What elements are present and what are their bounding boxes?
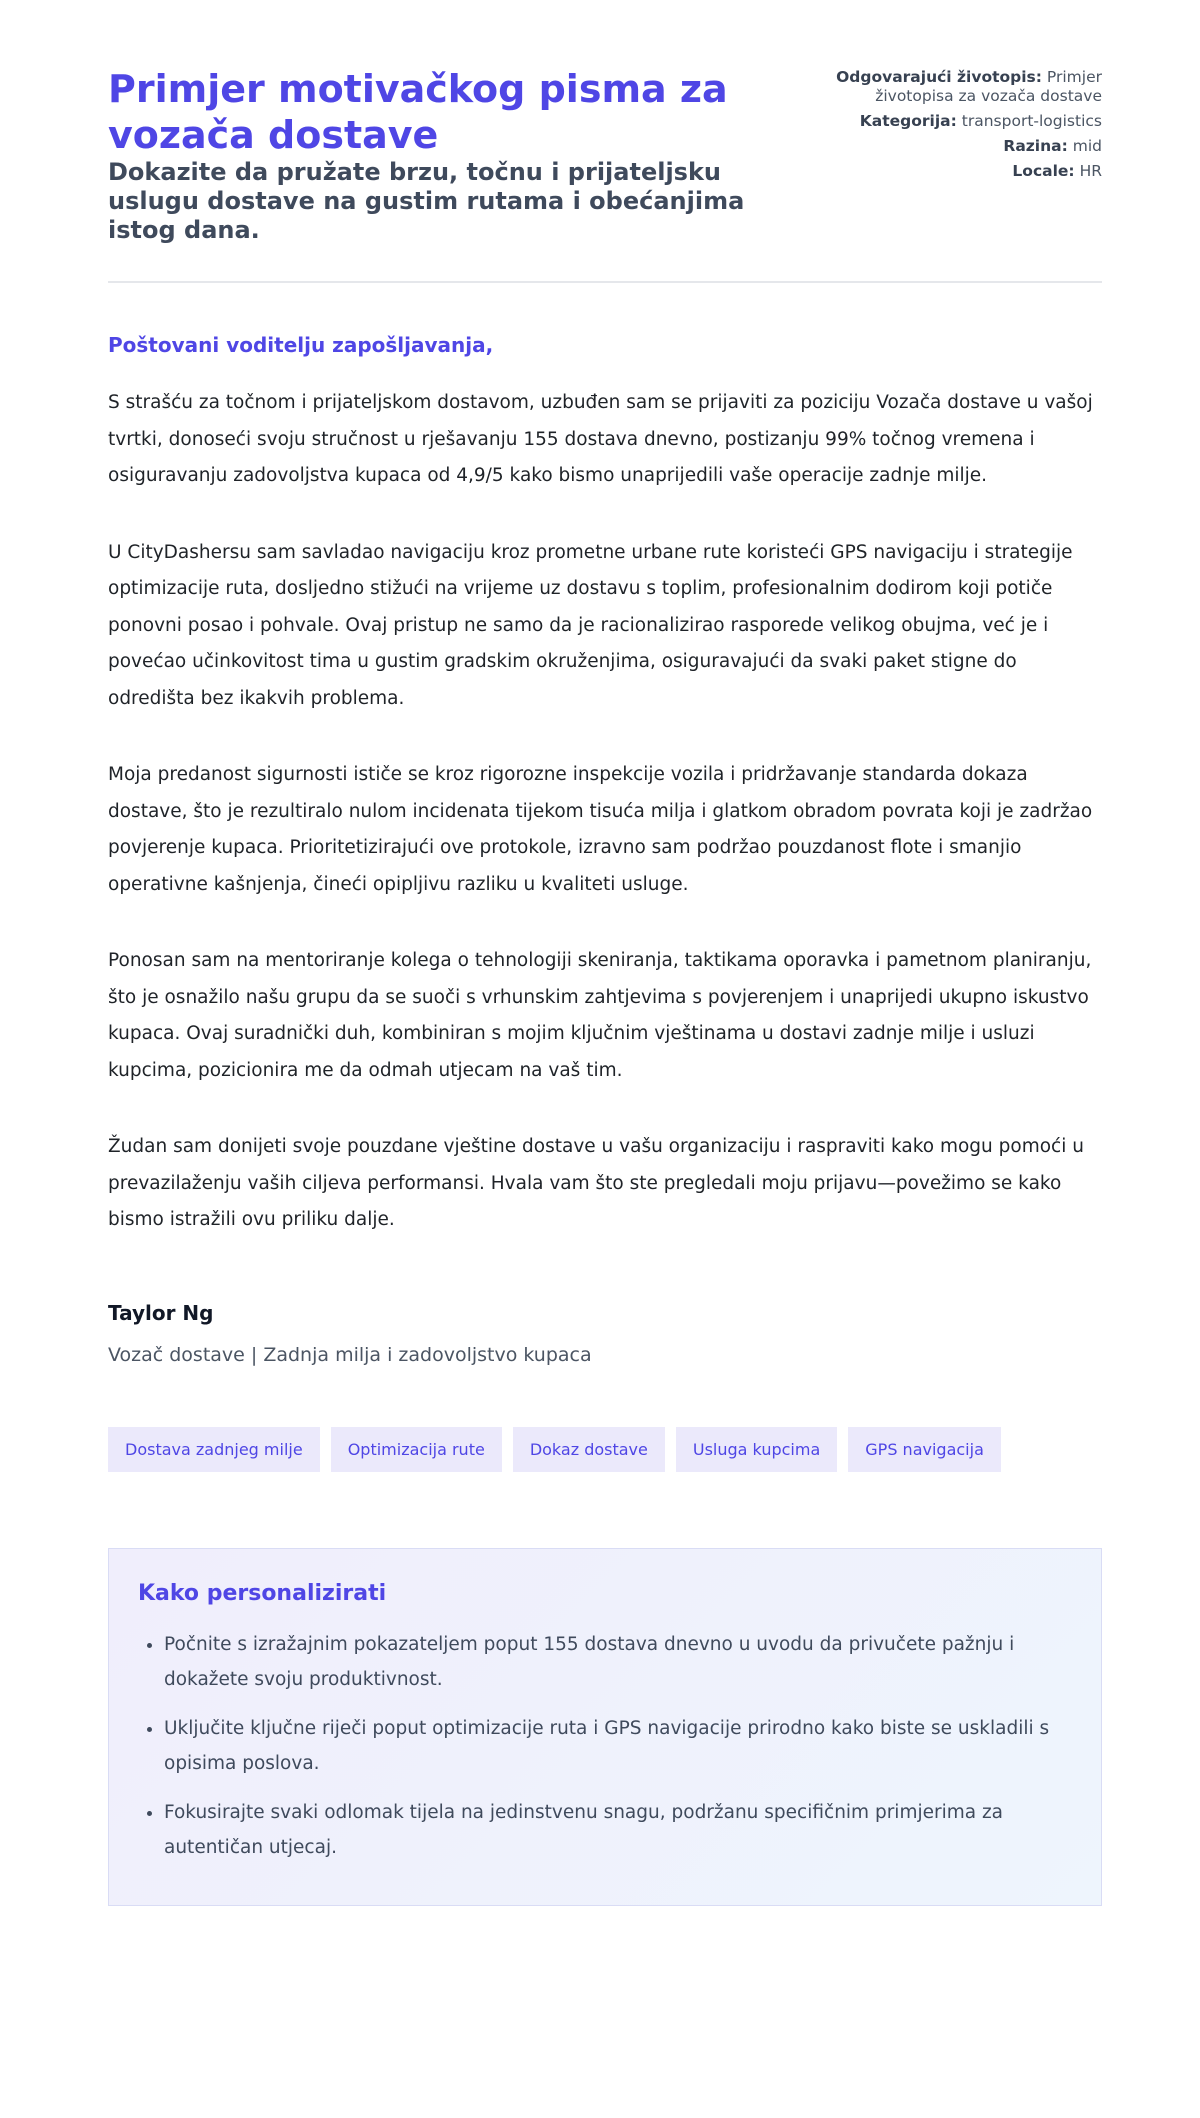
tips-list (138, 1627, 1071, 1865)
meta-label: Odgovarajući životopis: (836, 68, 1042, 86)
meta-label: Kategorija: (859, 112, 957, 130)
tips-title: Kako personalizirati (138, 1580, 387, 1606)
meta-category (832, 112, 1102, 131)
page-subtitle: Dokazite da pružate brzu, točnu i prijateljsku uslugu dostave na gustim rutama i obećanjima istog dana. (108, 158, 745, 244)
signature-title: Vozač dostave | Zadnja milja i zadovoljstvo kupaca (108, 1343, 592, 1366)
page-header (108, 66, 1102, 283)
meta-value: HR (1079, 162, 1102, 180)
letter-body (108, 385, 1102, 1239)
skill-tag: Usluga kupcima (676, 1427, 837, 1472)
skill-tag: GPS navigacija (848, 1427, 1001, 1472)
tip-item: • Uključite ključne riječi poput optimizacije ruta i GPS navigacije prirodno kako biste se uskladili s opisima poslova. (164, 1711, 1071, 1781)
meta-locale (832, 162, 1102, 181)
letter-paragraph: Ponosan sam na mentoriranje kolega o tehnologiji skeniranja, taktikama oporavka i pametnom planiranju, što je osnažilo našu grupu da se suoči s vrhunskim zahtjevima s povjerenjem i unaprijedi ukupno iskustvo kupaca. Ovaj suradnički duh, kombiniran s mojim ključnim vještinama u dostavi zadnje milje i usluzi kupcima, pozicionira me da odmah utjecam na vaš tim. (108, 950, 1092, 1081)
header-titles (108, 66, 798, 245)
meta-value: Primjer životopisa za vozača dostave (875, 68, 1102, 105)
tip-item: • Fokusirajte svaki odlomak tijela na jedinstvenu snagu, podržanu specifičnim primjerima za autentičan utjecaj. (164, 1795, 1071, 1865)
meta-info (832, 68, 1102, 187)
letter-paragraph: U CityDashersu sam savladao navigaciju kroz prometne urbane rute koristeći GPS navigaciju i strategije optimizacije ruta, dosljedno stižući na vrijeme uz dostavu s toplim, profesionalnim dodirom koji potiče ponovni posao i pohvale. Ovaj pristup ne samo da je racionalizirao rasporede velikog obujma, već je i povećao učinkovitost tima u gustim gradskim okruženjima, osiguravajući da svaki paket stigne do odredišta bez ikakvih problema. (108, 541, 1073, 709)
skill-tag: Dostava zadnjeg milje (108, 1427, 320, 1472)
meta-value: transport-logistics (961, 112, 1102, 130)
signature-name: Taylor Ng (108, 1300, 214, 1325)
skill-tag: Optimizacija rute (331, 1427, 502, 1472)
tip-item: • Počnite s izražajnim pokazateljem poput 155 dostava dnevno u uvodu da privučete pažnju i dokažete svoju produktivnost. (164, 1627, 1071, 1697)
personalization-tips (108, 1548, 1102, 1906)
letter-paragraph: Moja predanost sigurnosti ističe se kroz rigorozne inspekcije vozila i pridržavanje standarda dokaza dostave, što je rezultiralo nulom incidenata tijekom tisuća milja i glatkom obradom povrata koji je zadržao povjerenje kupaca. Prioritetizirajući ove protokole, izravno sam podržao pouzdanost flote i smanjio operativne kašnjenja, čineći opipljivu razliku u kvaliteti usluge. (108, 764, 1093, 895)
page-title: Primjer motivačkog pisma za vozača dostave (108, 67, 728, 157)
letter-paragraph: S strašću za točnom i prijateljskom dostavom, uzbuđen sam se prijaviti za poziciju Vozača dostave u vašoj tvrtki, donoseći svoju stručnost u rješavanju 155 dostava dnevno, postizanju 99% točnog vremena i osiguravanju zadovoljstva kupaca od 4,9/5 kako bismo unaprijedili vaše operacije zadnje milje. (108, 392, 1093, 486)
skill-tags (108, 1427, 1102, 1472)
cover-letter-page (108, 0, 1102, 1906)
skill-tag: Dokaz dostave (513, 1427, 665, 1472)
letter-paragraph: Žudan sam donijeti svoje pouzdane vještine dostave u vašu organizaciju i raspraviti kako mogu pomoći u prevazilaženju vaših ciljeva performansi. Hvala vam što ste pregledali moju prijavu—povežimo se kako bismo istražili ovu priliku dalje. (108, 1136, 1084, 1230)
meta-matching-resume (832, 68, 1102, 106)
meta-label: Razina: (1003, 137, 1068, 155)
meta-label: Locale: (1012, 162, 1075, 180)
meta-value: mid (1072, 137, 1102, 155)
letter-greeting: Poštovani voditelju zapošljavanja, (108, 333, 494, 357)
meta-level (832, 137, 1102, 156)
